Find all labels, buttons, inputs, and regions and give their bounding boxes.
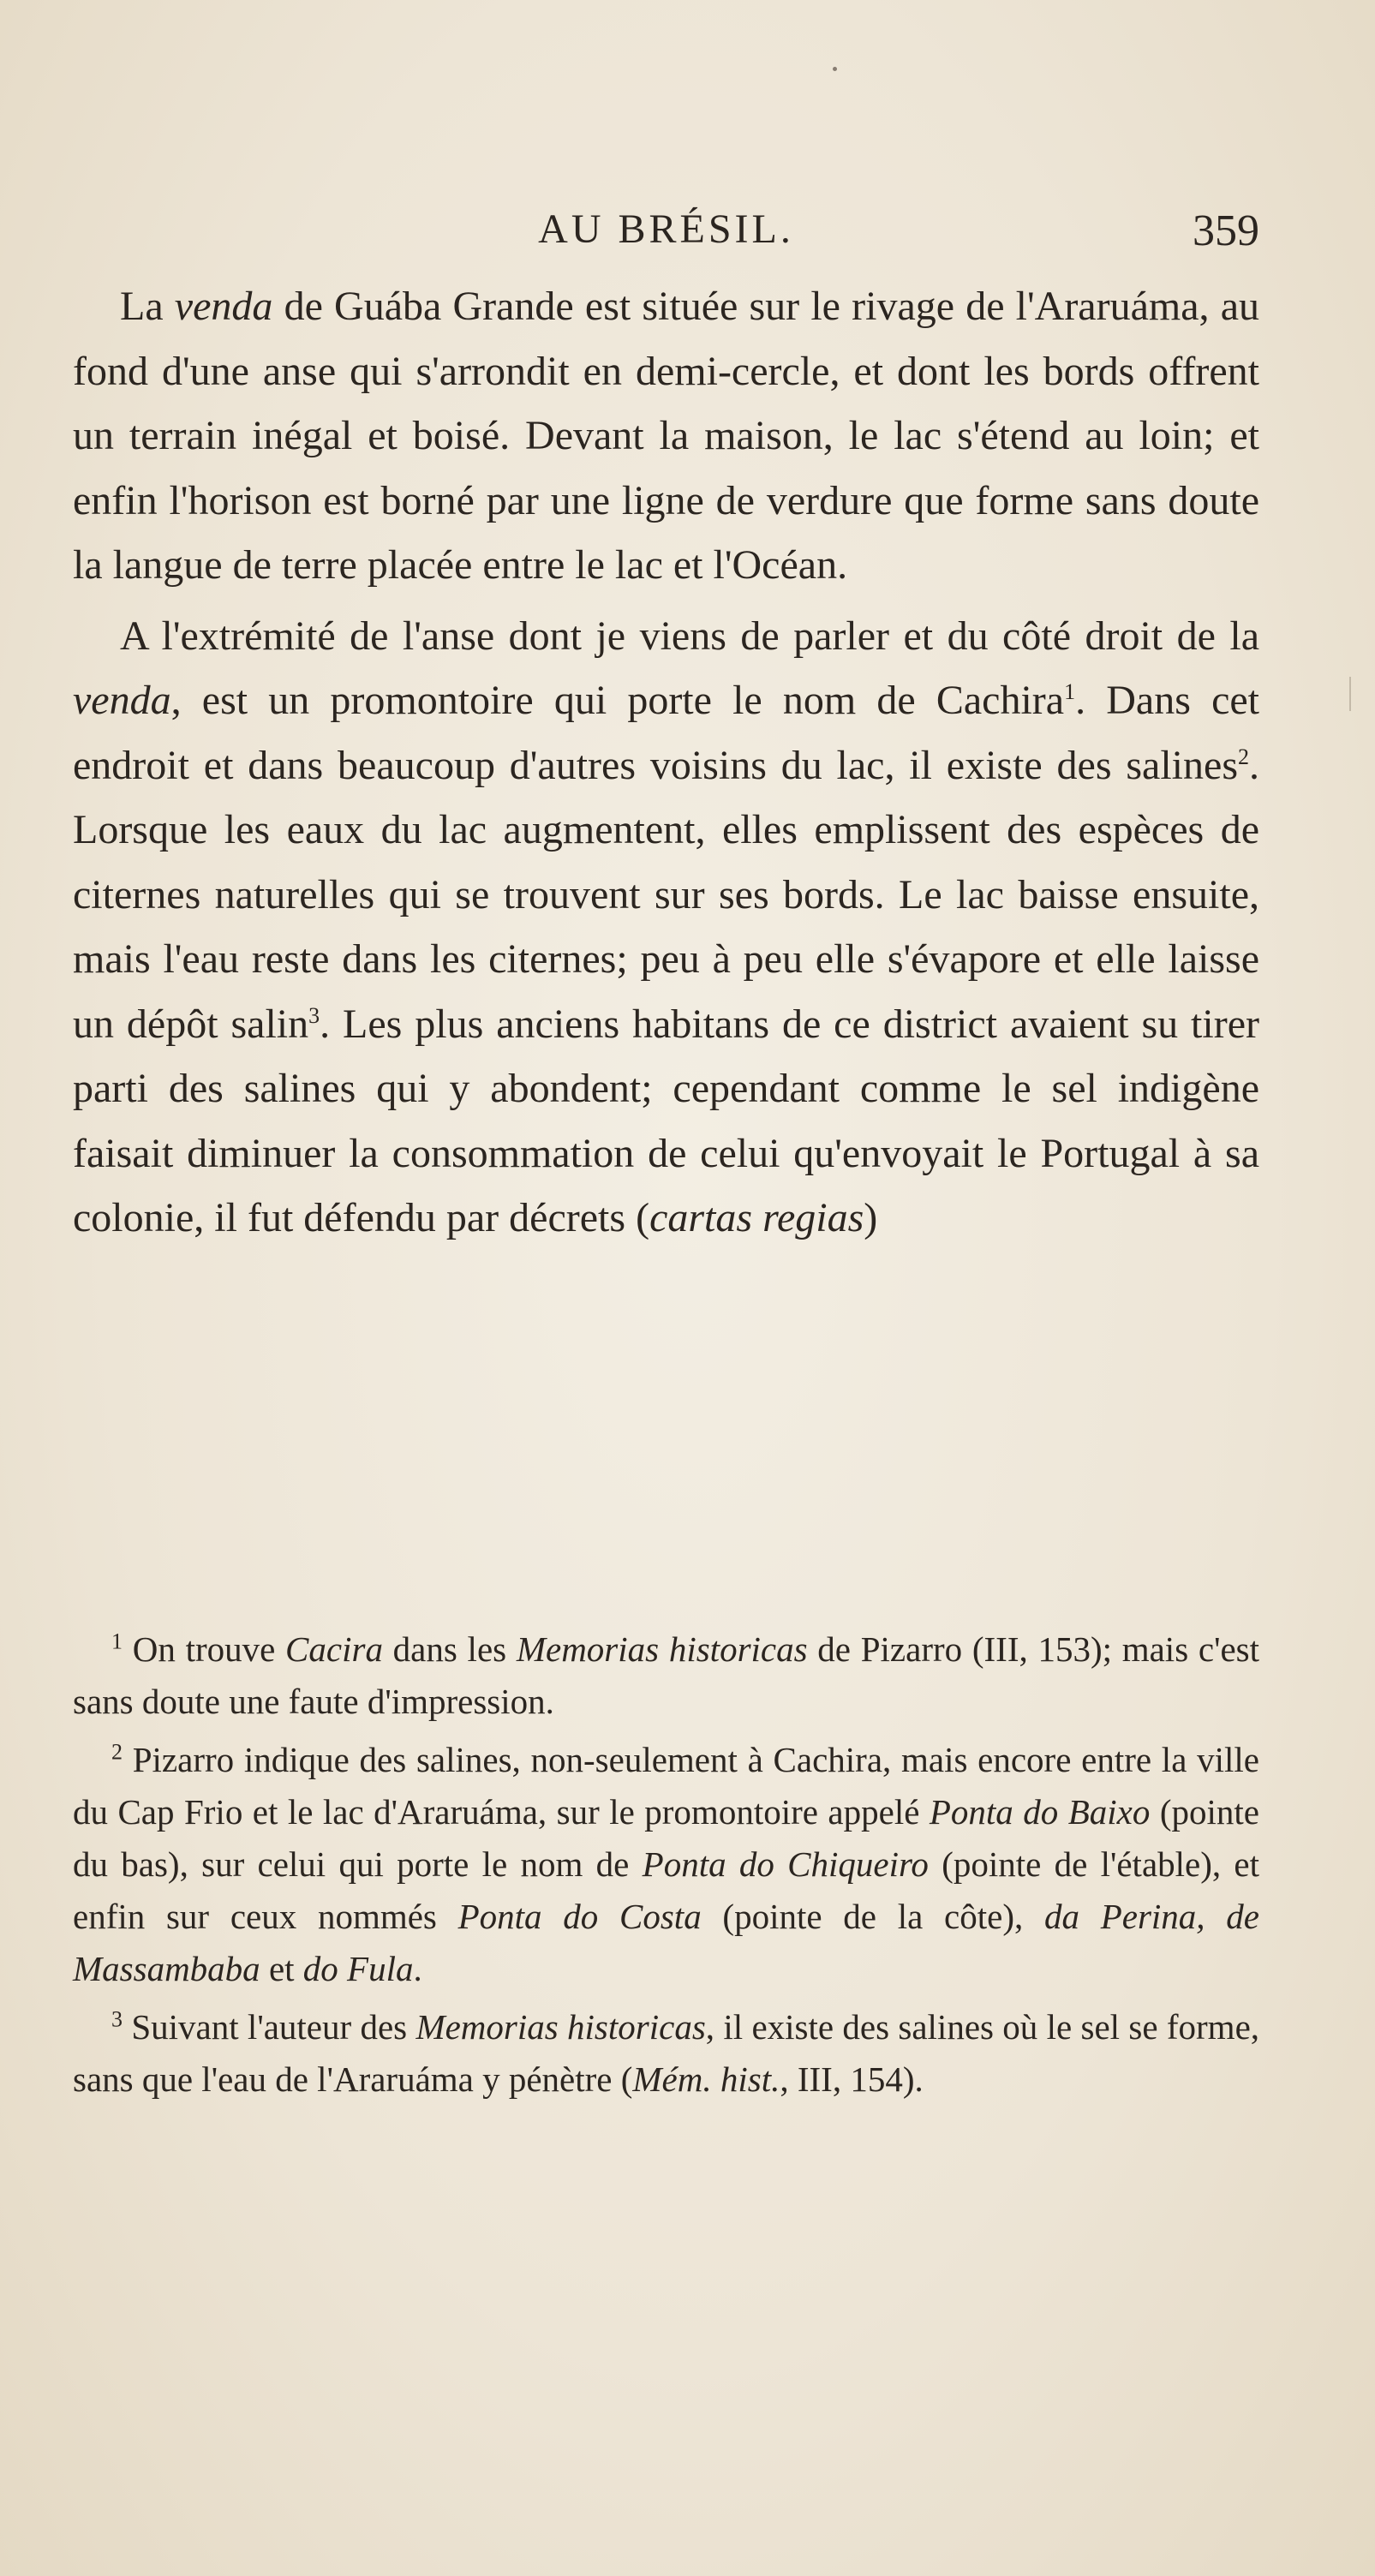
text-run: . Lorsque les eaux du lac augmentent, elles emplissent des espèces de citernes naturelles qui se trouvent sur ses bords. Le lac baisse ensuite, mais l'eau reste dans les citernes; peu à peu elle s'évapore et elle laisse un dépôt salin [73, 742, 1259, 1047]
italic-term: Memorias historicas [516, 1629, 808, 1669]
text-run: , est un promontoire qui porte le nom de Cachira [170, 678, 1065, 723]
paper-edge-mark [1349, 677, 1351, 711]
footnote-mark: 3 [111, 2006, 123, 2032]
italic-term: Ponta do Chiqueiro [642, 1844, 929, 1884]
text-run: , III, 154). [780, 2059, 924, 2099]
text-run: Suivant l'auteur des [123, 2007, 416, 2047]
text-run: La [120, 284, 175, 329]
footnote-ref: 1 [1064, 679, 1076, 704]
footnotes [73, 1623, 1259, 2112]
footnote-1 [73, 1623, 1259, 1728]
footnote-mark: 2 [111, 1739, 123, 1765]
footnote-ref: 2 [1238, 744, 1249, 769]
italic-term: da Perina, de Massambaba [73, 1897, 1259, 1988]
italic-term: Memorias historicas [415, 2007, 706, 2047]
text-run: (pointe du bas), sur celui qui porte le nom de [73, 1792, 1259, 1884]
italic-term: venda [73, 678, 171, 723]
page-header [73, 206, 1259, 266]
text-run: de Pizarro (III, 153); mais c'est sans doute une faute d'impression. [73, 1629, 1260, 1721]
italic-term: Ponta do Costa [457, 1897, 702, 1936]
footnote-2 [73, 1734, 1259, 1995]
text-run: dans les [382, 1629, 517, 1669]
italic-term: Ponta do Baixo [929, 1792, 1151, 1832]
text-run: A l'extrémité de l'anse dont je viens de parler et du côté droit de la [120, 613, 1259, 659]
text-run: . Les plus anciens habitans de ce district avaient su tirer parti des salines qui y abondent; cependant comme le sel indigène faisait diminuer la consommation de celui qu'envoyait le Portugal à sa colonie, il fut défendu par décrets ( [73, 1001, 1259, 1240]
text-run: (pointe de l'étable), et enfin sur ceux nommés [73, 1844, 1260, 1936]
footnote-mark: 1 [111, 1629, 123, 1654]
italic-term: Cacira [285, 1629, 383, 1669]
italic-term: Mém. hist. [632, 2059, 780, 2099]
italic-term: do Fula [302, 1949, 414, 1988]
text-run: . [413, 1949, 422, 1988]
text-run: , il existe des salines où le sel se forme, sans que l'eau de l'Araruáma y pénètre ( [73, 2007, 1260, 2099]
italic-term: venda [174, 284, 273, 329]
footnote-3 [73, 2001, 1259, 2106]
text-run: . Dans cet endroit et dans beaucoup d'autres voisins du lac, il existe des salines [73, 678, 1260, 788]
italic-term: cartas regias [649, 1195, 864, 1240]
ink-speck [833, 67, 837, 71]
text-run: Pizarro indique des salines, non-seulement à Cachira, mais encore entre la ville du Cap Frio et le lac d'Araruáma, sur le promontoire appelé [73, 1740, 1259, 1832]
text-run: et [260, 1949, 303, 1988]
text-run: (pointe de la côte), [701, 1897, 1044, 1936]
text-run: On trouve [123, 1629, 286, 1669]
running-head: AU BRÉSIL. [538, 206, 794, 252]
page-number: 359 [1193, 206, 1259, 255]
paragraph-1 [73, 274, 1259, 598]
text-run: de Guába Grande est située sur le rivage de l'Araruáma, au fond d'une anse qui s'arrondit en demi-cercle, et dont les bords offrent un terrain inégal et boisé. Devant la maison, le lac s'étend au loin; et enfin l'horison est borné par une ligne de verdure que forme sans doute la langue de terre placée entre le lac et l'Océan. [73, 284, 1260, 588]
paragraph-2 [73, 604, 1259, 1251]
main-text [73, 274, 1259, 1251]
footnote-ref: 3 [308, 1002, 320, 1028]
text-run: ) [864, 1195, 878, 1240]
